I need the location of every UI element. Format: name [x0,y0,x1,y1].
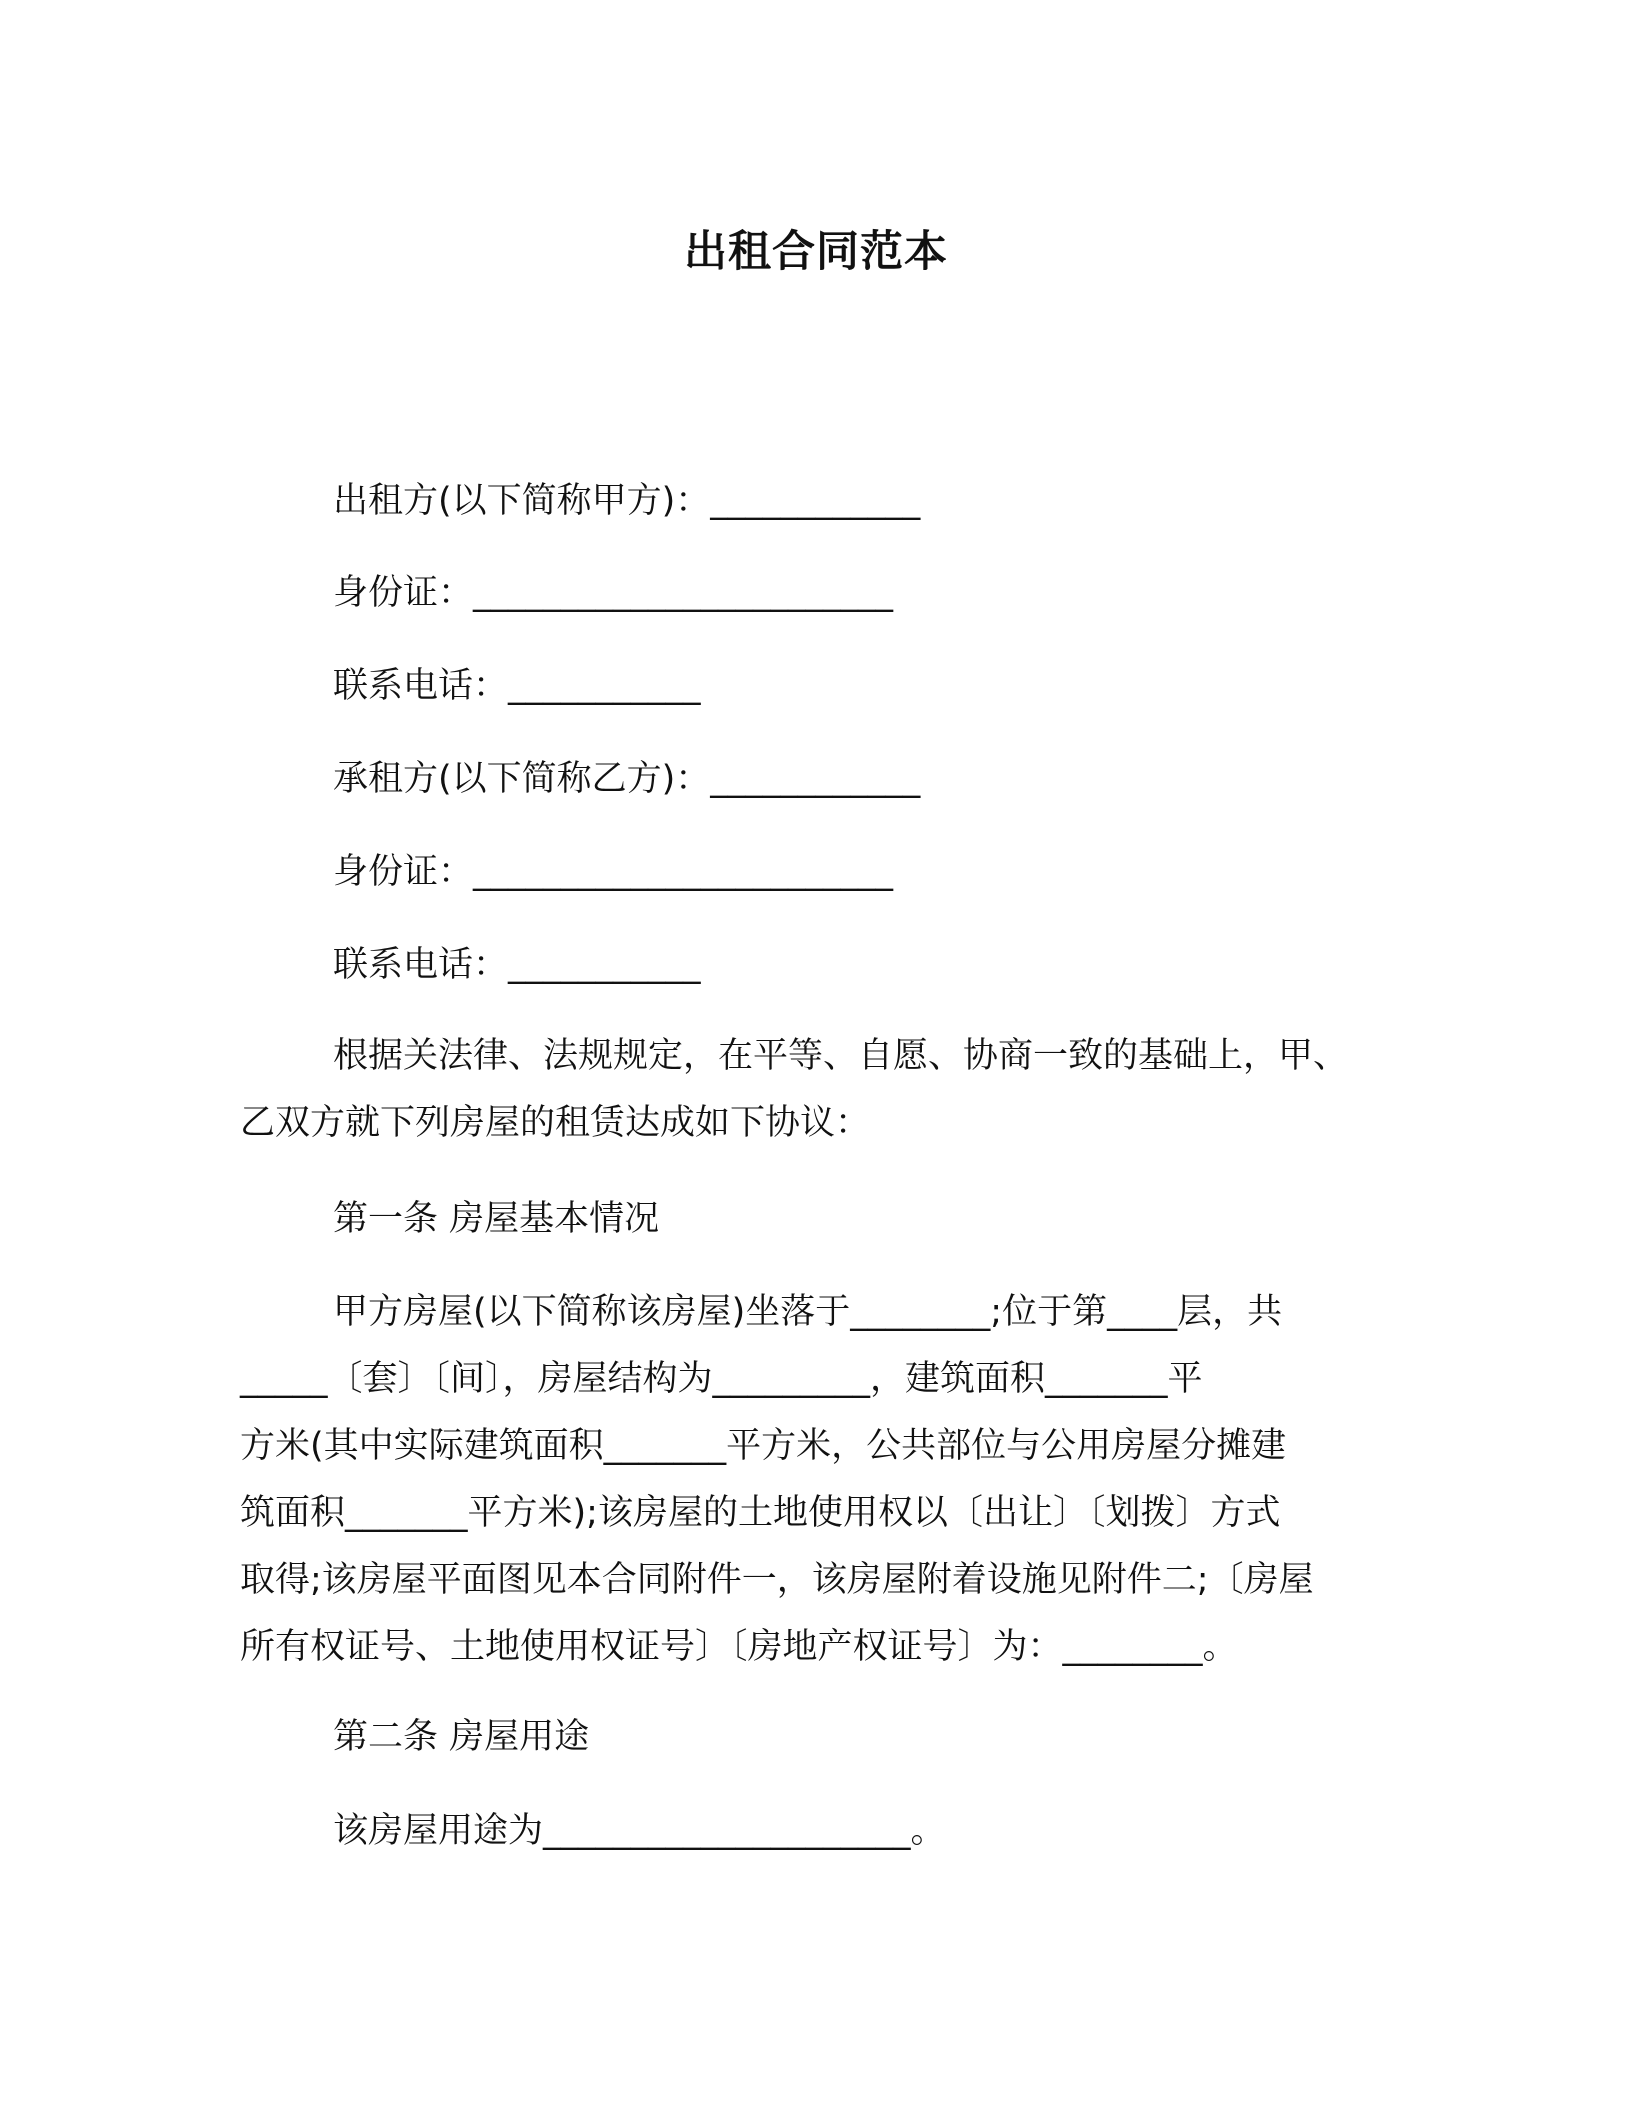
article-2-body: 该房屋用途为_____________________。 [333,1811,946,1851]
document-title: 出租合同范本 [684,227,948,277]
article-1-row: _____〔套〕〔间〕，房屋结构为_________，建筑面积_______平 [240,1359,1203,1399]
lessor-name-line: 出租方(以下简称甲方)：____________ [333,481,921,521]
intro-paragraph [240,1023,1380,1157]
lessee-id-line: 身份证：________________________ [333,852,894,892]
lessor-id-line: 身份证：________________________ [333,573,894,613]
lessor-phone-line: 联系电话：___________ [333,666,701,706]
article-1-row: 方米(其中实际建筑面积_______平方米，公共部位与公用房屋分摊建 [240,1426,1287,1466]
article-1-body [240,1279,1380,1681]
intro-row: 根据关法律、法规规定，在平等、自愿、协商一致的基础上，甲、 [333,1036,1349,1076]
article-1-row: 取得;该房屋平面图见本合同附件一，该房屋附着设施见附件二;〔房屋 [240,1560,1314,1600]
article-1-row: 筑面积_______平方米);该房屋的土地使用权以〔出让〕〔划拨〕方式 [240,1493,1281,1533]
article-2-heading: 第二条 房屋用途 [333,1717,590,1757]
lessee-name-line: 承租方(以下简称乙方)：____________ [333,759,921,799]
article-1-row: 所有权证号、土地使用权证号〕〔房地产权证号〕为：________。 [240,1627,1238,1667]
article-1-heading: 第一条 房屋基本情况 [333,1199,660,1239]
intro-row: 乙双方就下列房屋的租赁达成如下协议： [240,1103,871,1143]
article-1-row: 甲方房屋(以下简称该房屋)坐落于________;位于第____层，共 [333,1292,1283,1332]
lessee-phone-line: 联系电话：___________ [333,945,701,985]
